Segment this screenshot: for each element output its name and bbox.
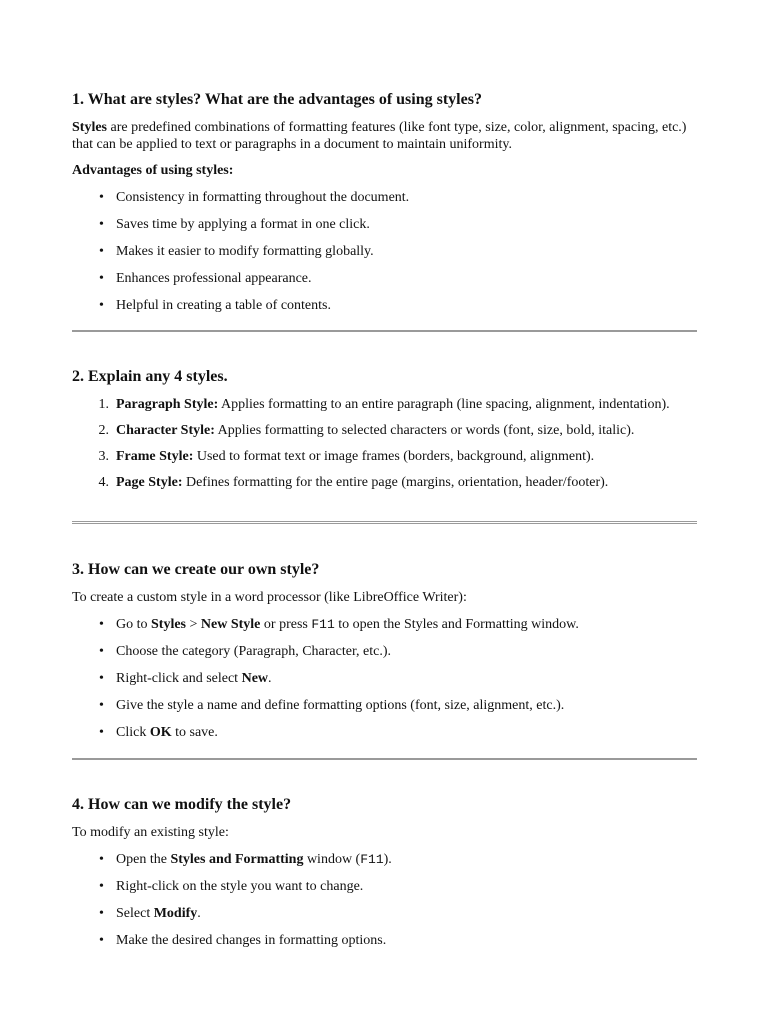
- section-3: [72, 560, 698, 741]
- list-item: 1. Paragraph Style: Applies formatting to an entire paragraph (line spacing, alignment, indentation).: [98, 397, 670, 412]
- list-item: • Click OK to save.: [99, 725, 218, 740]
- styles-list: [72, 396, 698, 491]
- list-item: • Consistency in formatting throughout the document.: [99, 190, 410, 205]
- f11-key: F11: [360, 852, 384, 867]
- list-item: • Saves time by applying a format in one click.: [99, 217, 370, 232]
- section-2-heading: 2. Explain any 4 styles.: [72, 368, 228, 385]
- list-item: • Go to Styles > New Style or press F11 to open the Styles and Formatting window.: [99, 617, 579, 632]
- section-3-intro: To create a custom style in a word processor (like LibreOffice Writer):: [72, 590, 467, 605]
- list-item: • Select Modify.: [99, 906, 201, 921]
- section-4-intro: To modify an existing style:: [72, 825, 229, 840]
- section-1-definition: Styles are predefined combinations of formatting features (like font type, size, color, alignment, spacing, etc.) that can be applied to text or paragraphs in a document to maintain uniformity.: [72, 120, 687, 152]
- horizontal-divider: [72, 330, 697, 332]
- modify-style-steps: [72, 851, 698, 949]
- section-2: [72, 367, 698, 491]
- list-item: • Give the style a name and define formatting options (font, size, alignment, etc.).: [99, 698, 565, 713]
- styles-term: Styles: [72, 120, 107, 135]
- advantages-subheading: Advantages of using styles:: [72, 163, 234, 178]
- section-1: [72, 90, 698, 314]
- list-item: • Right-click and select New.: [99, 671, 272, 686]
- horizontal-divider: [72, 521, 697, 524]
- list-item: 3. Frame Style: Used to format text or image frames (borders, background, alignment).: [98, 449, 595, 464]
- section-4-heading: 4. How can we modify the style?: [72, 796, 292, 813]
- list-item: 4. Page Style: Defines formatting for the entire page (margins, orientation, header/footer).: [98, 475, 609, 490]
- list-item: • Right-click on the style you want to change.: [99, 879, 364, 894]
- advantages-list: [72, 189, 698, 314]
- list-item: • Make the desired changes in formatting options.: [99, 933, 387, 948]
- list-item: • Enhances professional appearance.: [99, 271, 312, 286]
- f11-key: F11: [311, 617, 335, 632]
- section-1-heading: 1. What are styles? What are the advantages of using styles?: [72, 91, 482, 108]
- create-style-steps: [72, 616, 698, 741]
- section-4: [72, 795, 698, 949]
- list-item: • Helpful in creating a table of contents.: [99, 298, 331, 313]
- list-item: 2. Character Style: Applies formatting to selected characters or words (font, size, bold, italic).: [98, 423, 635, 438]
- list-item: • Open the Styles and Formatting window (F11).: [99, 852, 392, 867]
- list-item: • Makes it easier to modify formatting globally.: [99, 244, 374, 259]
- section-3-heading: 3. How can we create our own style?: [72, 561, 320, 578]
- horizontal-divider: [72, 758, 697, 760]
- list-item: • Choose the category (Paragraph, Character, etc.).: [99, 644, 392, 659]
